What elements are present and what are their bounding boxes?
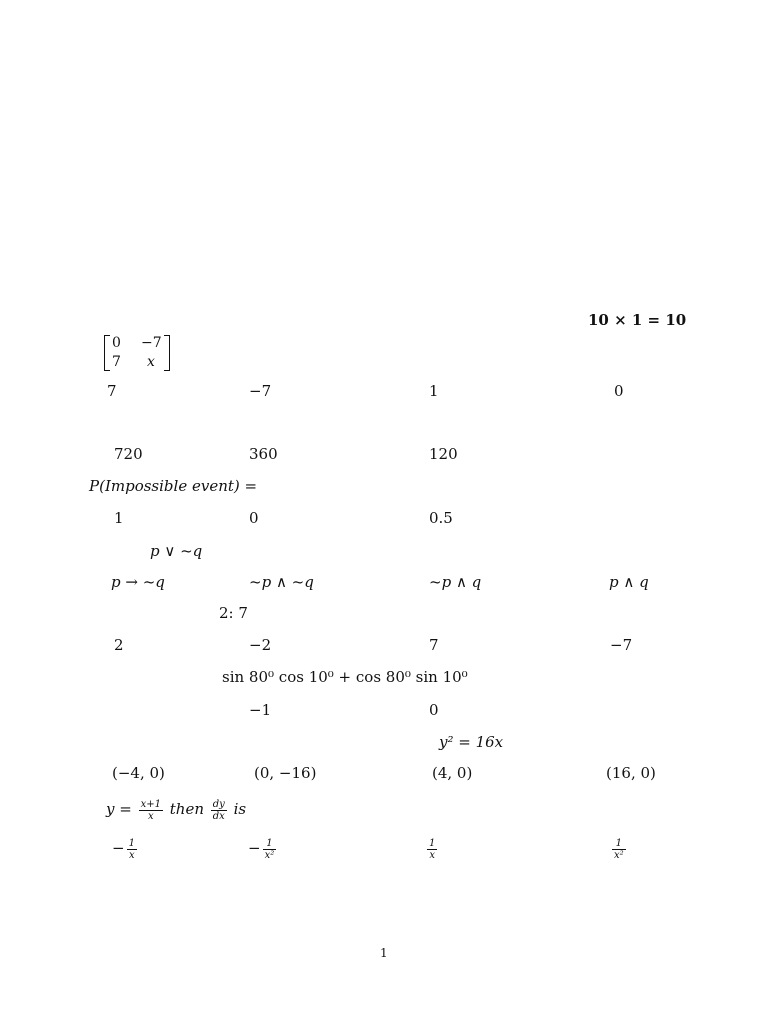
q8-option-a-num: 1: [128, 837, 135, 849]
q6-question: sin 80⁰ cos 10⁰ + cos 80⁰ sin 10⁰: [222, 668, 468, 686]
q1-option-a: 7: [107, 382, 117, 400]
q5-option-a: 2: [114, 636, 124, 654]
matrix-cell-a: 0: [112, 335, 121, 351]
q2-option-a: 720: [114, 445, 143, 463]
q5-option-d: −7: [610, 636, 633, 654]
q8-option-d: [610, 835, 628, 861]
q8-is: is: [233, 800, 247, 818]
marks-header: 10 × 1 = 10: [588, 311, 687, 329]
q8-option-a: [112, 835, 139, 861]
q4-option-a: p → ~q: [111, 573, 165, 591]
q1-option-d: 0: [614, 382, 624, 400]
q1-option-b: −7: [249, 382, 272, 400]
q8-option-a-sign: −: [112, 839, 125, 857]
q8-fraction: [139, 799, 163, 822]
q7-question: y² = 16x: [439, 733, 504, 751]
q7-option-c: (4, 0): [432, 764, 473, 782]
q3-question: P(Impossible event) =: [89, 477, 258, 495]
matrix: [104, 335, 170, 371]
q4-question: p ∨ ~q: [150, 542, 203, 560]
q2-option-c: 120: [429, 445, 458, 463]
q8-derivative: [211, 799, 227, 822]
q7-option-b: (0, −16): [254, 764, 317, 782]
q8-option-d-den: x²: [614, 849, 624, 861]
q6-option-b: 0: [429, 701, 439, 719]
q4-option-c: ~p ∧ q: [429, 573, 482, 591]
matrix-cell-b: −7: [141, 335, 162, 351]
q6-option-a: −1: [249, 701, 272, 719]
q8-then: then: [169, 800, 204, 818]
q8-frac-num: x+1: [140, 798, 161, 810]
q8-option-c-frac: [427, 838, 437, 861]
q1-option-c: 1: [429, 382, 439, 400]
q5-option-b: −2: [249, 636, 272, 654]
q5-question: 2: 7: [219, 604, 248, 622]
q8-option-d-num: 1: [612, 838, 626, 850]
matrix-cell-d: x: [147, 354, 155, 370]
q7-option-a: (−4, 0): [112, 764, 165, 782]
q8-option-c: [425, 835, 439, 861]
q7-option-d: (16, 0): [606, 764, 656, 782]
q4-option-d: p ∧ q: [609, 573, 649, 591]
matrix-bracket-left: [104, 335, 110, 371]
q2-option-b: 360: [249, 445, 278, 463]
q8-y-eq: y =: [106, 800, 132, 818]
matrix-cell-c: 7: [112, 354, 121, 370]
q3-option-c: 0.5: [429, 509, 453, 527]
q3-option-b: 0: [249, 509, 259, 527]
q8-option-d-frac: [612, 838, 626, 861]
page-number: 1: [380, 946, 388, 960]
q3-option-a: 1: [114, 509, 124, 527]
q8-option-b-num: 1: [263, 838, 277, 850]
q5-option-c: 7: [429, 636, 439, 654]
q8-option-a-den: x: [128, 849, 135, 861]
q4-option-b: ~p ∧ ~q: [249, 573, 314, 591]
q8-option-c-num: 1: [429, 837, 436, 849]
q8-d-den: dx: [212, 810, 225, 822]
q8-option-b-sign: −: [248, 839, 261, 857]
q8-option-b-frac: [263, 838, 277, 861]
matrix-bracket-right: [164, 335, 170, 371]
q8-question: [106, 796, 246, 822]
q8-option-b: [248, 835, 278, 861]
q8-option-c-den: x: [429, 849, 435, 861]
q8-option-b-den: x²: [264, 849, 275, 861]
q8-d-num: dy: [212, 798, 225, 810]
q8-option-a-frac: [127, 838, 137, 861]
q8-frac-den: x: [147, 810, 154, 822]
